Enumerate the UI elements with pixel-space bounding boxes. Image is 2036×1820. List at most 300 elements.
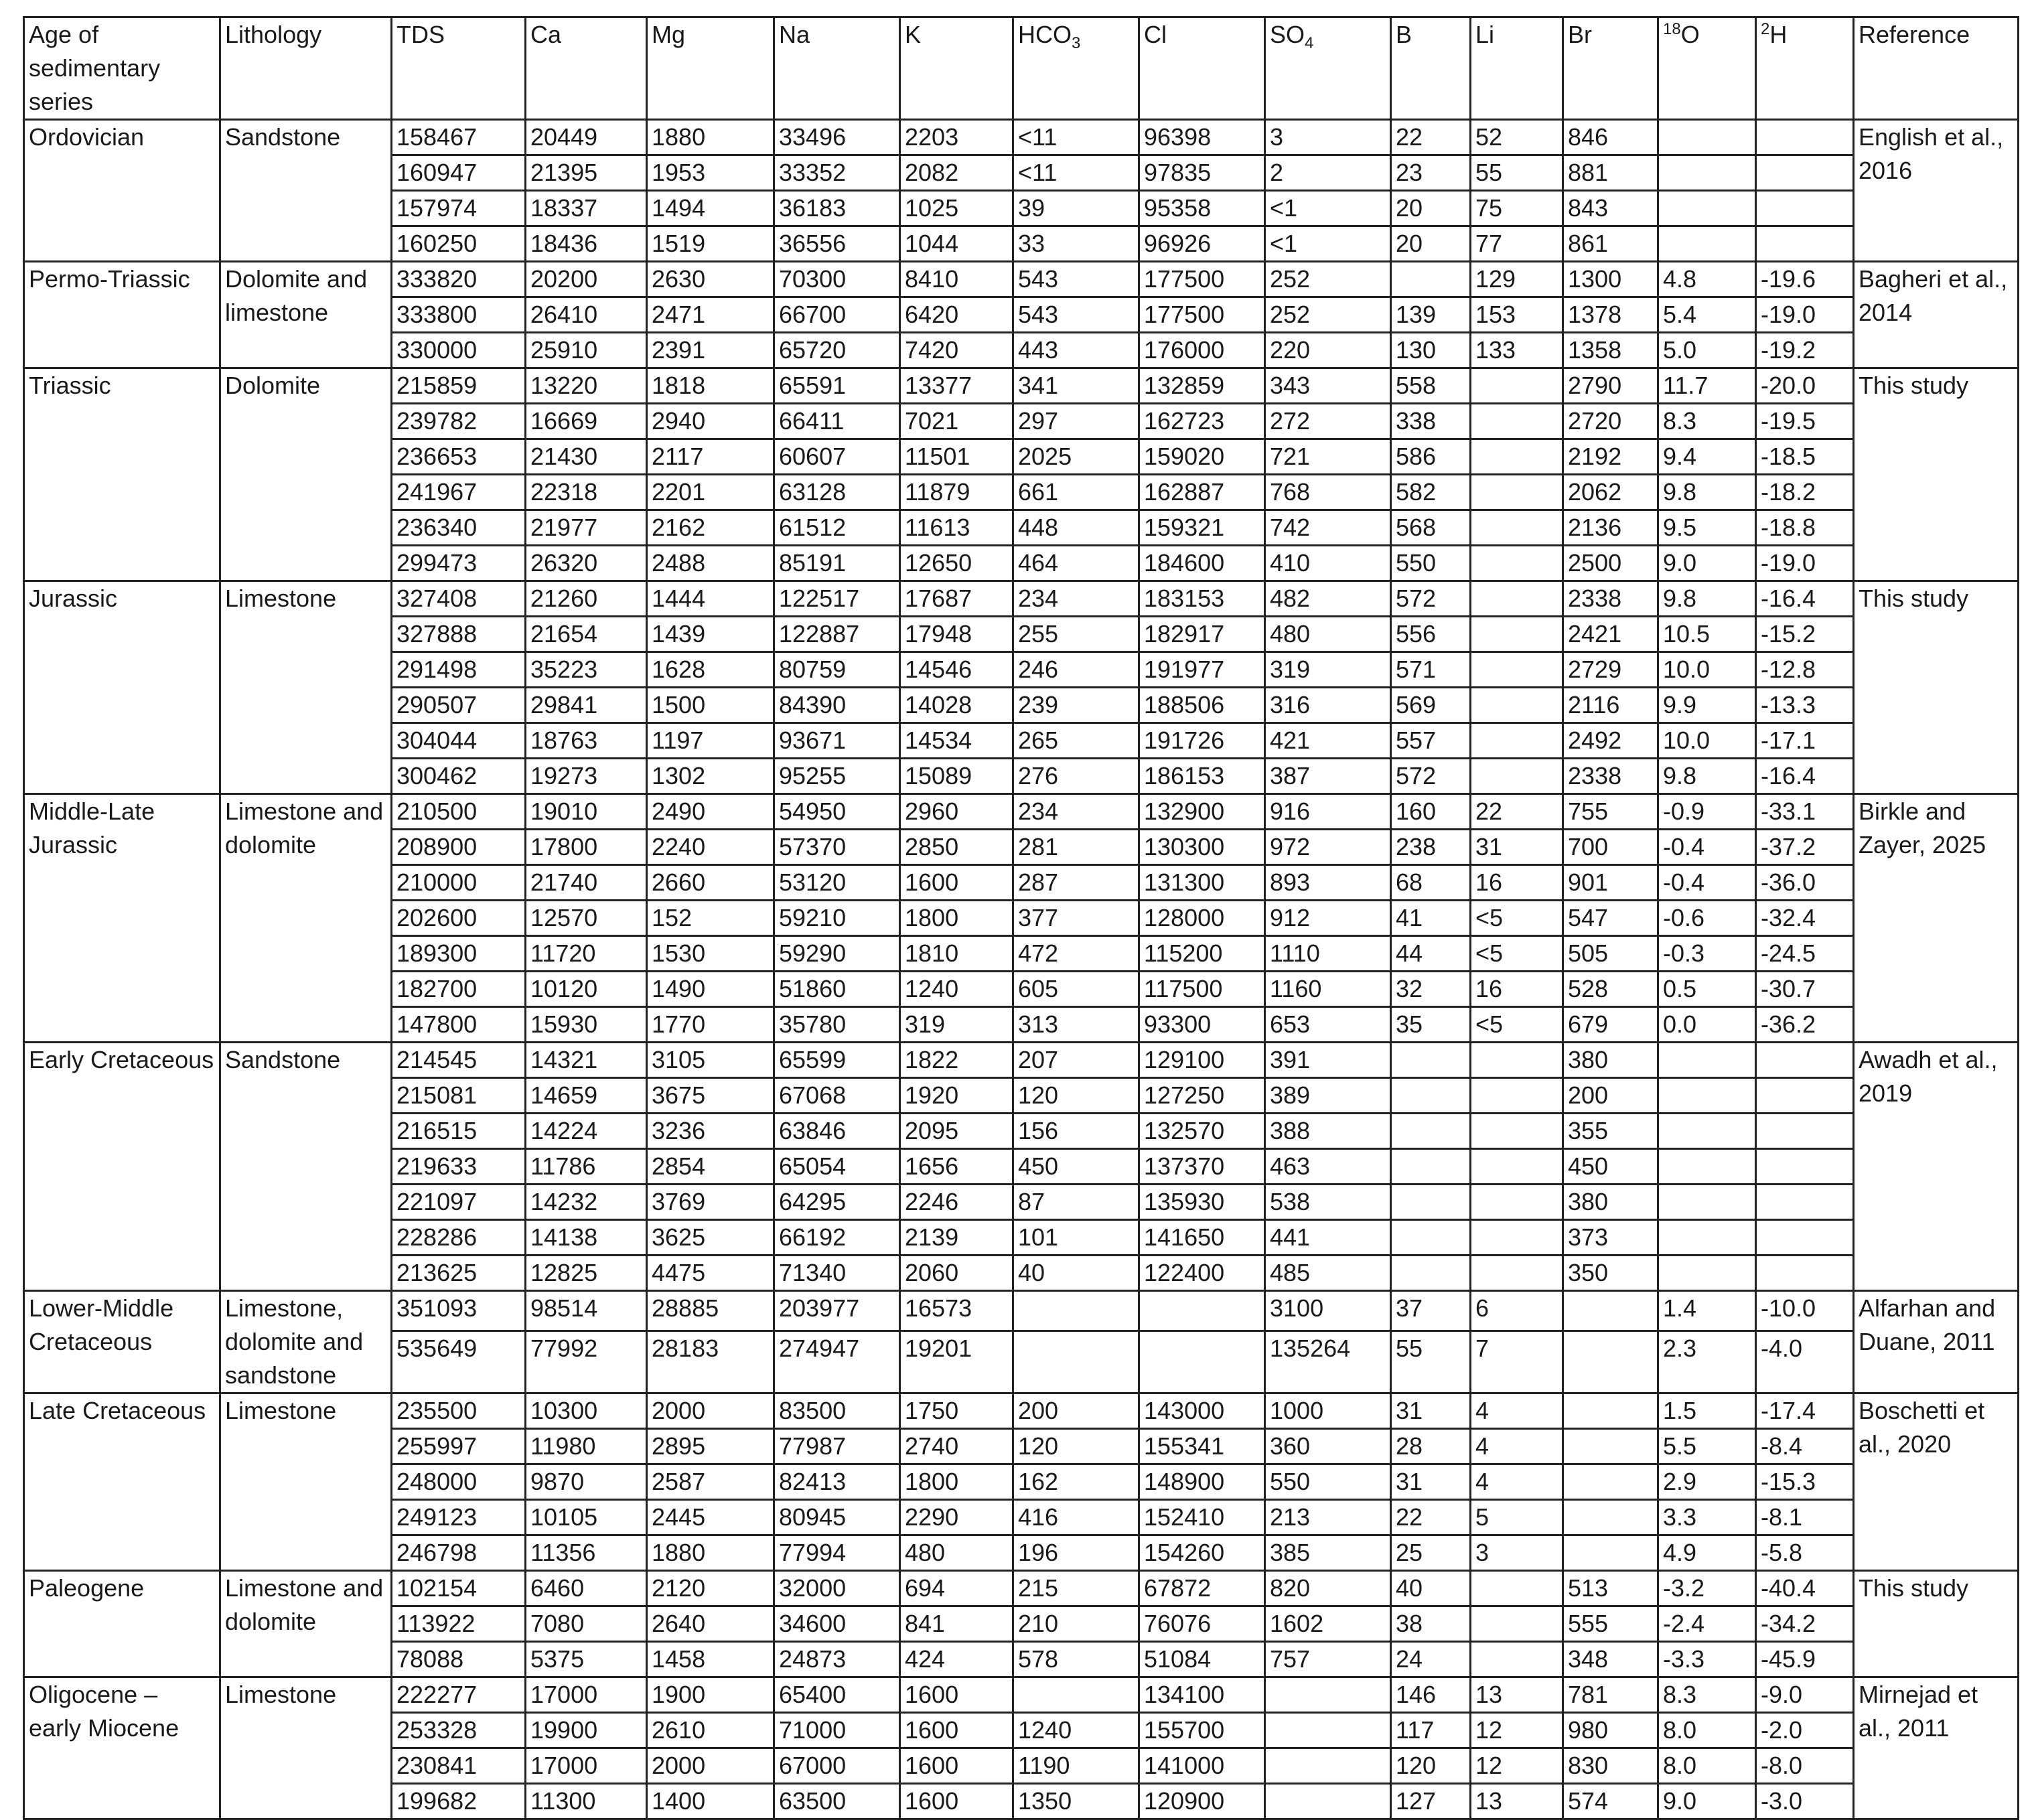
value-cell: 53120	[774, 865, 900, 901]
value-cell: 2488	[647, 546, 774, 581]
value-cell: 11.7	[1658, 368, 1756, 404]
value-cell: 135930	[1139, 1185, 1265, 1220]
value-cell: 2082	[900, 155, 1013, 191]
value-cell: 154260	[1139, 1535, 1265, 1571]
value-cell: 71340	[774, 1256, 900, 1291]
value-cell: 96398	[1139, 120, 1265, 155]
value-cell	[1265, 1748, 1391, 1784]
value-cell: 63500	[774, 1784, 900, 1819]
age-cell: Early Cretaceous	[24, 1043, 220, 1291]
value-cell: 38	[1391, 1606, 1471, 1642]
value-cell: 1770	[647, 1007, 774, 1043]
value-cell	[1471, 1185, 1563, 1220]
value-cell: 77992	[526, 1331, 647, 1393]
value-cell: 21260	[526, 581, 647, 617]
value-cell: 17000	[526, 1677, 647, 1713]
value-cell: 4	[1471, 1393, 1563, 1429]
value-cell: 830	[1563, 1748, 1658, 1784]
value-cell: 241967	[392, 475, 526, 510]
value-cell: 252	[1265, 297, 1391, 333]
value-cell: 10300	[526, 1393, 647, 1429]
value-cell: 388	[1265, 1114, 1391, 1149]
value-cell: 122400	[1139, 1256, 1265, 1291]
value-cell: 2729	[1563, 652, 1658, 688]
value-cell: 21395	[526, 155, 647, 191]
value-cell: 61512	[774, 510, 900, 546]
value-cell	[1658, 191, 1756, 226]
value-cell: 122887	[774, 617, 900, 652]
value-cell: -32.4	[1756, 901, 1854, 936]
value-cell: 8.3	[1658, 1677, 1756, 1713]
header-cell: B	[1391, 17, 1471, 120]
value-cell: 14659	[526, 1078, 647, 1114]
value-cell: 2136	[1563, 510, 1658, 546]
lithology-cell: Sandstone	[220, 120, 392, 262]
value-cell: 1358	[1563, 333, 1658, 368]
value-cell: 213625	[392, 1256, 526, 1291]
value-cell: 36183	[774, 191, 900, 226]
value-cell: 40	[1391, 1571, 1471, 1606]
value-cell: 8.0	[1658, 1713, 1756, 1748]
value-cell: 3	[1471, 1535, 1563, 1571]
header-cell: Na	[774, 17, 900, 120]
value-cell: 67872	[1139, 1571, 1265, 1606]
value-cell: 768	[1265, 475, 1391, 510]
value-cell: 10105	[526, 1500, 647, 1535]
value-cell	[1471, 1043, 1563, 1078]
value-cell: 184600	[1139, 546, 1265, 581]
value-cell: 32	[1391, 972, 1471, 1007]
value-cell: 51860	[774, 972, 900, 1007]
value-cell: 82413	[774, 1464, 900, 1500]
value-cell: 341	[1013, 368, 1139, 404]
age-cell: Late Cretaceous	[24, 1393, 220, 1571]
value-cell: 373	[1563, 1220, 1658, 1256]
value-cell: 535649	[392, 1331, 526, 1393]
lithology-cell: Dolomite and limestone	[220, 262, 392, 368]
value-cell	[1471, 1606, 1563, 1642]
value-cell: -2.0	[1756, 1713, 1854, 1748]
value-cell: 2445	[647, 1500, 774, 1535]
value-cell: 213	[1265, 1500, 1391, 1535]
value-cell: 330000	[392, 333, 526, 368]
value-cell: 9.0	[1658, 1784, 1756, 1819]
value-cell: 234	[1013, 581, 1139, 617]
value-cell: 23	[1391, 155, 1471, 191]
value-cell: 694	[900, 1571, 1013, 1606]
value-cell: 351093	[392, 1291, 526, 1331]
value-cell	[1013, 1677, 1139, 1713]
value-cell: 1350	[1013, 1784, 1139, 1819]
value-cell	[1013, 1291, 1139, 1331]
value-cell: 248000	[392, 1464, 526, 1500]
value-cell: 389	[1265, 1078, 1391, 1114]
value-cell: 186153	[1139, 759, 1265, 794]
value-cell	[1265, 1713, 1391, 1748]
header-cell: Reference	[1854, 17, 2019, 120]
value-cell: -8.4	[1756, 1429, 1854, 1464]
value-cell: 71000	[774, 1713, 900, 1748]
value-cell	[1139, 1331, 1265, 1393]
value-cell: 0.5	[1658, 972, 1756, 1007]
reference-cell: Birkle and Zayer, 2025	[1854, 794, 2019, 1043]
value-cell: 159321	[1139, 510, 1265, 546]
value-cell: 31	[1391, 1393, 1471, 1429]
value-cell: 246798	[392, 1535, 526, 1571]
value-cell: 117500	[1139, 972, 1265, 1007]
header-cell: Lithology	[220, 17, 392, 120]
value-cell: 68	[1391, 865, 1471, 901]
value-cell: 9.4	[1658, 439, 1756, 475]
value-cell: 152	[647, 901, 774, 936]
lithology-cell: Limestone and dolomite	[220, 1571, 392, 1677]
value-cell: 881	[1563, 155, 1658, 191]
value-cell	[1658, 1220, 1756, 1256]
value-cell: 0.0	[1658, 1007, 1756, 1043]
value-cell: 35	[1391, 1007, 1471, 1043]
value-cell: 63846	[774, 1114, 900, 1149]
value-cell: 1600	[900, 1748, 1013, 1784]
value-cell: 40	[1013, 1256, 1139, 1291]
value-cell: 26410	[526, 297, 647, 333]
value-cell: 276	[1013, 759, 1139, 794]
value-cell: 391	[1265, 1043, 1391, 1078]
value-cell: 153	[1471, 297, 1563, 333]
value-cell: 131300	[1139, 865, 1265, 901]
value-cell: -5.8	[1756, 1535, 1854, 1571]
value-cell	[1471, 1571, 1563, 1606]
value-cell: -18.5	[1756, 439, 1854, 475]
value-cell: 221097	[392, 1185, 526, 1220]
value-cell: -33.1	[1756, 794, 1854, 830]
value-cell: 65599	[774, 1043, 900, 1078]
value-cell: 1044	[900, 226, 1013, 262]
value-cell: 1600	[900, 865, 1013, 901]
value-cell	[1471, 1642, 1563, 1677]
value-cell: 3236	[647, 1114, 774, 1149]
value-cell: 2162	[647, 510, 774, 546]
value-cell: 239	[1013, 688, 1139, 723]
value-cell: -9.0	[1756, 1677, 1854, 1713]
header-text: H	[1769, 21, 1788, 48]
value-cell: 1628	[647, 652, 774, 688]
value-cell: 14546	[900, 652, 1013, 688]
value-cell: 1500	[647, 688, 774, 723]
value-cell: 162887	[1139, 475, 1265, 510]
value-cell: 2492	[1563, 723, 1658, 759]
value-cell: 1025	[900, 191, 1013, 226]
value-cell: 547	[1563, 901, 1658, 936]
value-cell: 65720	[774, 333, 900, 368]
value-cell: 448	[1013, 510, 1139, 546]
header-cell: Br	[1563, 17, 1658, 120]
value-cell: 8.3	[1658, 404, 1756, 439]
value-cell: 208900	[392, 830, 526, 865]
value-cell: 319	[1265, 652, 1391, 688]
header-cell: K	[900, 17, 1013, 120]
value-cell: -30.7	[1756, 972, 1854, 1007]
value-cell: 182917	[1139, 617, 1265, 652]
table-row	[24, 1571, 2019, 1606]
value-cell: 538	[1265, 1185, 1391, 1220]
value-cell: 199682	[392, 1784, 526, 1819]
value-cell: -0.4	[1658, 865, 1756, 901]
value-cell: 20	[1391, 226, 1471, 262]
value-cell: 586	[1391, 439, 1471, 475]
lithology-cell: Limestone	[220, 1393, 392, 1571]
value-cell	[1563, 1291, 1658, 1331]
value-cell: 721	[1265, 439, 1391, 475]
value-cell: 472	[1013, 936, 1139, 972]
value-cell: 841	[900, 1606, 1013, 1642]
header-cell: TDS	[392, 17, 526, 120]
value-cell: -17.1	[1756, 723, 1854, 759]
value-cell: 820	[1265, 1571, 1391, 1606]
reference-cell: Awadh et al., 2019	[1854, 1043, 2019, 1291]
value-cell: 1519	[647, 226, 774, 262]
value-cell: 6420	[900, 297, 1013, 333]
value-cell	[1563, 1535, 1658, 1571]
value-cell: 4.9	[1658, 1535, 1756, 1571]
value-cell: 543	[1013, 262, 1139, 297]
value-cell: 26320	[526, 546, 647, 581]
value-cell: 39	[1013, 191, 1139, 226]
value-cell: 416	[1013, 1500, 1139, 1535]
value-cell: 700	[1563, 830, 1658, 865]
value-cell: 210000	[392, 865, 526, 901]
value-cell	[1471, 368, 1563, 404]
value-cell: 25910	[526, 333, 647, 368]
value-cell: 1.5	[1658, 1393, 1756, 1429]
value-cell: 4	[1471, 1464, 1563, 1500]
value-cell: 54950	[774, 794, 900, 830]
value-cell: 299473	[392, 546, 526, 581]
table-row	[24, 120, 2019, 155]
value-cell: 1160	[1265, 972, 1391, 1007]
table-row	[24, 581, 2019, 617]
value-cell	[1391, 1114, 1471, 1149]
value-cell: 274947	[774, 1331, 900, 1393]
value-cell	[1563, 1331, 1658, 1393]
value-cell: 313	[1013, 1007, 1139, 1043]
value-cell	[1391, 1185, 1471, 1220]
value-cell: -34.2	[1756, 1606, 1854, 1642]
value-cell: 2421	[1563, 617, 1658, 652]
value-cell: 1900	[647, 1677, 774, 1713]
value-cell: 1400	[647, 1784, 774, 1819]
value-cell: 1818	[647, 368, 774, 404]
value-cell: 2587	[647, 1464, 774, 1500]
value-cell: 29841	[526, 688, 647, 723]
value-cell: -15.2	[1756, 617, 1854, 652]
value-cell: 3769	[647, 1185, 774, 1220]
value-cell: 916	[1265, 794, 1391, 830]
value-cell	[1471, 404, 1563, 439]
value-cell: 10.0	[1658, 652, 1756, 688]
value-cell: 513	[1563, 1571, 1658, 1606]
value-cell: 70300	[774, 262, 900, 297]
value-cell: 64295	[774, 1185, 900, 1220]
value-cell: 80945	[774, 1500, 900, 1535]
value-cell: 160	[1391, 794, 1471, 830]
value-cell	[1471, 1220, 1563, 1256]
value-cell: -19.0	[1756, 297, 1854, 333]
value-cell: -8.1	[1756, 1500, 1854, 1535]
value-cell: 93671	[774, 723, 900, 759]
value-cell	[1265, 1784, 1391, 1819]
value-cell: 157974	[392, 191, 526, 226]
value-cell: 207	[1013, 1043, 1139, 1078]
value-cell: 2610	[647, 1713, 774, 1748]
table-row	[24, 1393, 2019, 1429]
value-cell: 57370	[774, 830, 900, 865]
lithology-cell: Limestone, dolomite and sandstone	[220, 1291, 392, 1393]
value-cell: 176000	[1139, 333, 1265, 368]
value-cell: 41	[1391, 901, 1471, 936]
value-cell: 155341	[1139, 1429, 1265, 1464]
value-cell: 210	[1013, 1606, 1139, 1642]
value-cell: 11300	[526, 1784, 647, 1819]
value-cell: 77987	[774, 1429, 900, 1464]
header-cell: Ca	[526, 17, 647, 120]
value-cell: 757	[1265, 1642, 1391, 1677]
value-cell: 21740	[526, 865, 647, 901]
value-cell: 846	[1563, 120, 1658, 155]
value-cell	[1756, 1256, 1854, 1291]
value-cell: 11980	[526, 1429, 647, 1464]
value-cell: 14534	[900, 723, 1013, 759]
value-cell: 160947	[392, 155, 526, 191]
header-cell	[1756, 17, 1854, 120]
value-cell: 120	[1013, 1078, 1139, 1114]
reference-cell: Alfarhan and Duane, 2011	[1854, 1291, 2019, 1393]
value-cell: 148900	[1139, 1464, 1265, 1500]
value-cell: 55	[1391, 1331, 1471, 1393]
value-cell: 582	[1391, 475, 1471, 510]
value-cell: 14224	[526, 1114, 647, 1149]
value-cell: 7021	[900, 404, 1013, 439]
value-cell: 239782	[392, 404, 526, 439]
value-cell: 147800	[392, 1007, 526, 1043]
value-cell: 12	[1471, 1748, 1563, 1784]
value-cell: 2290	[900, 1500, 1013, 1535]
value-cell: 255	[1013, 617, 1139, 652]
value-cell: 65591	[774, 368, 900, 404]
value-cell: 96926	[1139, 226, 1265, 262]
table-body	[24, 120, 2019, 1819]
value-cell: 9.0	[1658, 546, 1756, 581]
value-cell: 2025	[1013, 439, 1139, 475]
value-cell: 1494	[647, 191, 774, 226]
value-cell: 480	[1265, 617, 1391, 652]
value-cell: 65054	[774, 1149, 900, 1185]
value-cell: 333820	[392, 262, 526, 297]
value-cell	[1013, 1331, 1139, 1393]
value-cell: 219633	[392, 1149, 526, 1185]
value-cell: 528	[1563, 972, 1658, 1007]
value-cell: 129	[1471, 262, 1563, 297]
value-cell: 196	[1013, 1535, 1139, 1571]
value-cell: 1602	[1265, 1606, 1391, 1642]
value-cell: 215081	[392, 1078, 526, 1114]
value-cell: 216515	[392, 1114, 526, 1149]
value-cell: 5375	[526, 1642, 647, 1677]
value-cell: 128000	[1139, 901, 1265, 936]
value-cell: 52	[1471, 120, 1563, 155]
value-cell: 37	[1391, 1291, 1471, 1331]
value-cell: 272	[1265, 404, 1391, 439]
value-cell: 1000	[1265, 1393, 1391, 1429]
value-cell: 132859	[1139, 368, 1265, 404]
value-cell	[1265, 1677, 1391, 1713]
value-cell: 85191	[774, 546, 900, 581]
value-cell: 133	[1471, 333, 1563, 368]
value-cell	[1471, 723, 1563, 759]
value-cell: 21430	[526, 439, 647, 475]
value-cell	[1756, 1078, 1854, 1114]
value-cell: 10.0	[1658, 723, 1756, 759]
value-cell	[1391, 1220, 1471, 1256]
value-cell: 102154	[392, 1571, 526, 1606]
value-cell: 143000	[1139, 1393, 1265, 1429]
value-cell: 93300	[1139, 1007, 1265, 1043]
reference-cell: This study	[1854, 368, 2019, 581]
value-cell: 2720	[1563, 404, 1658, 439]
value-cell: 177500	[1139, 297, 1265, 333]
value-cell: 191726	[1139, 723, 1265, 759]
value-cell: 155700	[1139, 1713, 1265, 1748]
value-cell: 1656	[900, 1149, 1013, 1185]
value-cell: 160250	[392, 226, 526, 262]
value-cell: 574	[1563, 1784, 1658, 1819]
value-cell: <1	[1265, 226, 1391, 262]
value-cell: 98514	[526, 1291, 647, 1331]
value-cell: 18763	[526, 723, 647, 759]
value-cell: 2338	[1563, 759, 1658, 794]
value-cell: -10.0	[1756, 1291, 1854, 1331]
reference-cell: This study	[1854, 581, 2019, 794]
value-cell	[1563, 1393, 1658, 1429]
value-cell: 893	[1265, 865, 1391, 901]
value-cell: 22	[1391, 1500, 1471, 1535]
value-cell: -3.0	[1756, 1784, 1854, 1819]
value-cell: <11	[1013, 120, 1139, 155]
value-cell: 2201	[647, 475, 774, 510]
value-cell: 441	[1265, 1220, 1391, 1256]
value-cell: 2500	[1563, 546, 1658, 581]
value-cell: 1240	[900, 972, 1013, 1007]
value-cell: 182700	[392, 972, 526, 1007]
value-cell: 159020	[1139, 439, 1265, 475]
value-cell: 246	[1013, 652, 1139, 688]
value-cell: 6	[1471, 1291, 1563, 1331]
value-cell: 24873	[774, 1642, 900, 1677]
value-cell: 5	[1471, 1500, 1563, 1535]
value-cell: 287	[1013, 865, 1139, 901]
value-cell: 2139	[900, 1220, 1013, 1256]
value-cell: 377	[1013, 901, 1139, 936]
value-cell: 20449	[526, 120, 647, 155]
value-cell: <5	[1471, 936, 1563, 972]
value-cell: 12570	[526, 901, 647, 936]
value-cell: 12650	[900, 546, 1013, 581]
value-cell	[1756, 1185, 1854, 1220]
value-cell: 87	[1013, 1185, 1139, 1220]
value-cell: 387	[1265, 759, 1391, 794]
table-row	[24, 1677, 2019, 1713]
header-subscript: 3	[1072, 34, 1081, 53]
value-cell: 20	[1391, 191, 1471, 226]
